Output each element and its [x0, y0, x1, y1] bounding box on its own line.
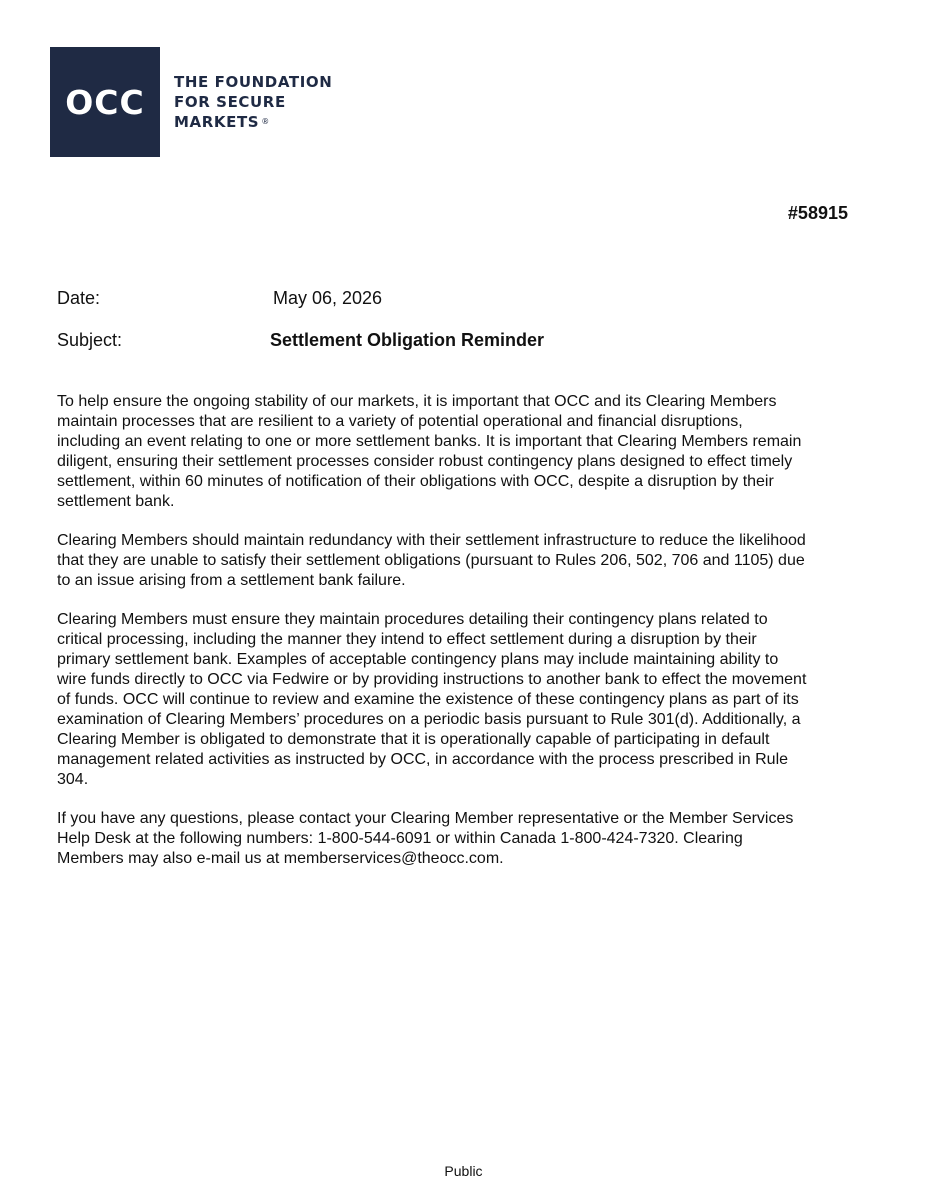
- paragraph: [57, 809, 857, 869]
- text-line: primary settlement bank. Examples of acceptable contingency plans may include maintaining ability to: [57, 651, 779, 668]
- text-line: critical processing, including the manner they intend to effect settlement during a disruption by their: [57, 631, 757, 648]
- date-row: [57, 288, 383, 309]
- text-line: including an event relating to one or more settlement banks. It is important that Clearing Members remain: [57, 433, 802, 450]
- subject-value: Settlement Obligation Reminder: [270, 330, 545, 350]
- text-line: settlement bank.: [57, 493, 175, 510]
- tagline-line: MARKETS ®: [174, 113, 270, 131]
- date-value: May 06, 2026: [273, 288, 383, 308]
- logo-mark: OCC: [65, 82, 145, 122]
- text-line: to an issue arising from a settlement bank failure.: [57, 572, 406, 589]
- text-line: that they are unable to satisfy their settlement obligations (pursuant to Rules 206, 502, 706 and 1105) due: [57, 552, 805, 569]
- text-line: settlement, within 60 minutes of notification of their obligations with OCC, despite a disruption by their: [57, 473, 774, 490]
- text-line: Help Desk at the following numbers: 1-800-544-6091 or within Canada 1-800-424-7320. Clearing: [57, 830, 743, 847]
- subject-label: Subject:: [57, 330, 123, 350]
- text-line: Clearing Members should maintain redundancy with their settlement infrastructure to reduce the likelihood: [57, 532, 806, 549]
- text-line: wire funds directly to OCC via Fedwire or by providing instructions to another bank to effect the movement: [57, 671, 807, 688]
- notice-number: #58915: [787, 203, 848, 223]
- notice-body: [57, 392, 857, 888]
- text-line: If you have any questions, please contact your Clearing Member representative or the Member Services: [57, 810, 794, 827]
- logo-tagline: [174, 72, 332, 132]
- classification-footer: Public: [444, 1163, 483, 1179]
- text-line: of funds. OCC will continue to review and examine the existence of these contingency plans as part of its: [57, 691, 799, 708]
- text-line: 304.: [57, 771, 89, 788]
- text-line: To help ensure the ongoing stability of our markets, it is important that OCC and its Clearing Members: [57, 393, 777, 410]
- text-line: Clearing Members must ensure they maintain procedures detailing their contingency plans related to: [57, 611, 768, 628]
- paragraph: [57, 610, 857, 790]
- tagline-line: THE FOUNDATION: [174, 73, 333, 91]
- tagline-line: FOR SECURE: [174, 93, 286, 111]
- text-line: management related activities as instructed by OCC, in accordance with the process prescribed in Rule: [57, 751, 789, 768]
- registered-mark: ®: [261, 117, 270, 126]
- text-line: Members may also e-mail us at memberservices@theocc.com.: [57, 850, 504, 867]
- subject-row: [57, 330, 545, 351]
- text-line: diligent, ensuring their settlement processes consider robust contingency plans designed to effect timely: [57, 453, 793, 470]
- paragraph: [57, 392, 857, 512]
- date-label: Date:: [57, 288, 101, 308]
- occ-logo: [50, 47, 160, 157]
- paragraph: [57, 531, 857, 591]
- text-line: examination of Clearing Members’ procedures on a periodic basis pursuant to Rule 301(d). Additionally, a: [57, 711, 801, 728]
- text-line: maintain processes that are resilient to a variety of potential operational and financial disruptions,: [57, 413, 743, 430]
- text-line: Clearing Member is obligated to demonstrate that it is operationally capable of participating in default: [57, 731, 770, 748]
